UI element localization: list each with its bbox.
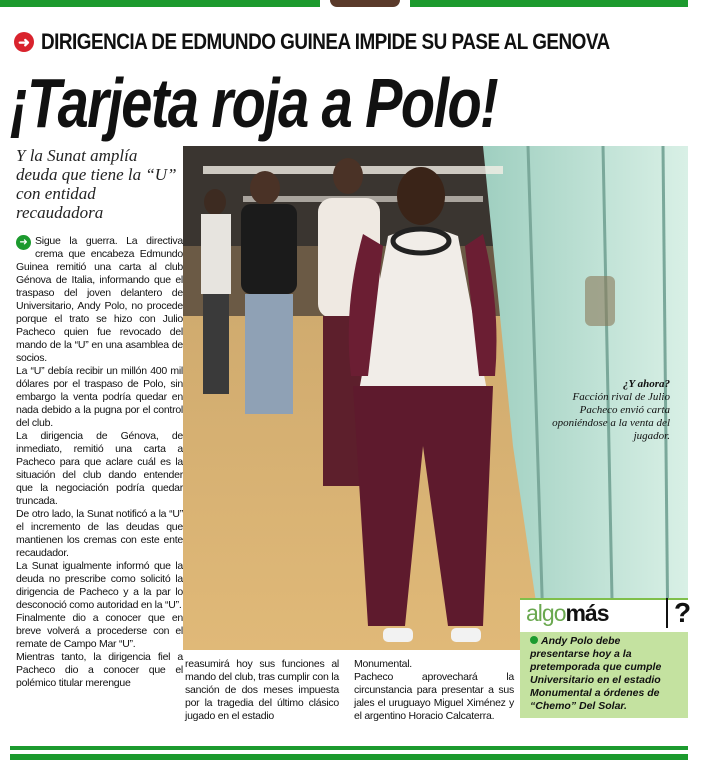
top-rule-right [410, 0, 688, 7]
paragraph: Finalmente dio a conocer que en breve volverá a procederse con el remate de Campo Mar “U”. [16, 612, 183, 650]
paragraph: Monumental. [354, 658, 412, 670]
paragraph: De otro lado, la Sunat notificó a la “U” el incremento de las deudas que mantienen los cremas con este ente recaudador. [16, 508, 183, 559]
top-rule [0, 0, 688, 8]
kicker-text: DIRIGENCIA DE EDMUNDO GUINEA IMPIDE SU PASE AL GENOVA [41, 29, 610, 54]
article-column-1 [16, 235, 183, 690]
deck: Y la Sunat amplía deuda que tiene la “U” con entidad recaudadora [16, 146, 177, 222]
bystander-right-blur [585, 276, 615, 326]
caption-question: ¿Y ahora? [623, 378, 670, 390]
top-photo-edge [330, 0, 400, 7]
paragraph: ➜ Sigue la guerra. La directiva crema que encabeza Edmundo Guinea remitió una carta al club Génova de Italia, informando que el traspaso del joven delantero de Universitario, Andy Polo, no procede porque el trato se hizo con Julio Pacheco quien fue revocado del mando de la “U” en una asamblea de socios. [16, 235, 183, 364]
headline: ¡Tarjeta roja a Polo! [10, 64, 498, 142]
article-column-3 [354, 658, 514, 723]
caption-text: Facción rival de Julio Pacheco envió carta oponiéndose a la venta del jugador. [552, 391, 670, 442]
sidebar-title: algomás [526, 600, 609, 626]
paragraph: reasumirá hoy sus funciones al mando del club, tras cumplir con la sanción de dos meses impuesta por la tragedia del último clásico jugado en el estadio [185, 658, 339, 722]
paragraph: Mientras tanto, la dirigencia fiel a Pacheco dio a conocer que el polémico titular merengue [16, 651, 183, 689]
paragraph: La dirigencia de Génova, de inmediato, remitió una carta a Pacheco para que aclare cuál es la situación del club dando entender que la negociación podría quedar truncada. [16, 430, 183, 507]
paragraph: La “U” debía recibir un millón 400 mil dólares por el traspaso de Polo, sin embargo la venta podría quedar en nada debido a la pugna por el control del club. [16, 365, 183, 429]
article-column-2 [185, 658, 339, 723]
paragraph: La Sunat igualmente informó que la deuda no prescribe como solicitó la dirigencia de Pacheco y a la par lo desconoció como autoridad en la “U”. [16, 560, 183, 611]
kicker [14, 29, 702, 55]
top-rule-left [0, 0, 320, 7]
bottom-rule [10, 746, 688, 760]
sidebar-text: Andy Polo debe presentarse hoy a la pretemporada que cumple Universitario en el estadio Monumental a órdenes de “Chemo” Del Solar. [530, 635, 662, 712]
bystander-left [201, 189, 231, 394]
question-mark-icon: ? [666, 598, 691, 628]
person-black-shirt [241, 171, 297, 414]
photo-caption [552, 378, 670, 443]
arrow-right-icon: ➜ [14, 32, 34, 52]
arrow-right-icon: ➜ [16, 235, 31, 250]
bullet-icon [530, 636, 538, 644]
paragraph: Pacheco aprovechará la circunstancia para presentar a sus jales el uruguayo Miguel Ximénez y el argentino Horacio Calcaterra. [354, 671, 514, 722]
